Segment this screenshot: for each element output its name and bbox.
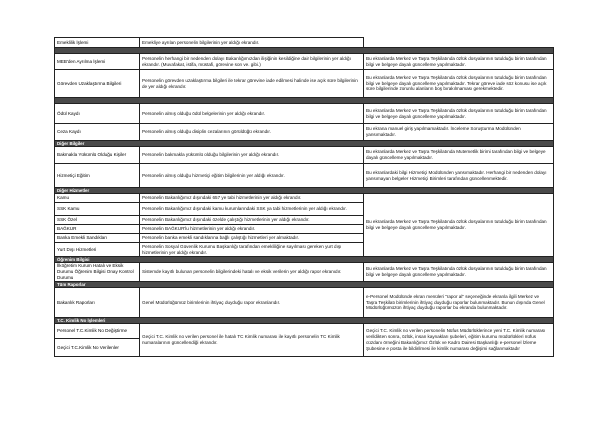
row-description: Personelin BAĞKUR'lu hizmetlerinin yer aldığı ekrandır.: [140, 225, 364, 234]
row-name: Bakmakla Yükümlü Olduğu Kişiler: [55, 147, 140, 164]
row-description: Personelin bakmakla yükümlü olduğu bilgilerinin yer aldığı ekrandır.: [140, 147, 364, 164]
table-row: [55, 38, 554, 48]
section-header-label: Öğrenim Bilgisi: [55, 257, 554, 263]
section-header-label: T.C. Kimlik No İşlemleri: [55, 318, 554, 324]
row-note: Bu ekranlarda Merkez ve Taşra Teşkilatında Mutemetlik birimi tarafından bilgi ve belgeye dayalı güncelleme yapılmaktadır.: [364, 147, 554, 164]
row-description: Personelin banka emekli sandıklarına bağlı çalıştığı hizmetleri yer almaktadır.: [140, 234, 364, 243]
row-name: Ödül Kaydı: [55, 104, 140, 124]
row-name: SSK Özel: [55, 216, 140, 225]
row-name: Hizmetiçi Eğitim: [55, 164, 140, 188]
row-name: Geçici T.C.Kimlik No Verilenler: [55, 339, 140, 357]
table-row: [55, 194, 554, 203]
row-name: SSK Kamu: [55, 203, 140, 216]
row-description: Personelin Bakanlığımız dışındaki kamu kurumlarındaki SSK ya tabi hizmetlerinin yer aldığı ekrandır.: [140, 203, 364, 216]
section-header-label: Diğer Hizmetler: [55, 188, 554, 194]
row-name: Yurt Dışı Hizmetleri: [55, 243, 140, 257]
section-header-label: Diğer Bilgiler: [55, 141, 554, 147]
row-description: Personelin herhangi bir nedenden dolayı Bakanlığımızdan ilişiğinin kesildiğine dair bilgilerinin yer aldığı ekrandır. (Muvafakat, istifa, müstafi, görevine son ve. gibi.): [140, 54, 364, 70]
row-note: e-Personel Modülünde ekran menüleri "rapor al" seçeneğinde ekranla ilgili Merkez ve Taşra Teşkilatı birimlerinin ihtiyaç duyduğu raporlar bulunmaktadır. Bunun dışında Genel Müdürlüğümüzün ihtiyaç duyduğu raporlar bu ekranda bulunmaktadır.: [364, 288, 554, 318]
row-name: MEB'den Ayrılma İşlemi: [55, 54, 140, 70]
table-row: [55, 104, 554, 124]
row-note: Bu ekranlarda Merkez ve Taşra Teşkilatında özlük dosyalarının tutulduğu birim tarafından bilgi ve belgeye dayalı güncelleme yapılmaktadır.: [364, 194, 554, 257]
row-name: Ceza Kaydı: [55, 124, 140, 141]
row-name: BAĞKUR: [55, 225, 140, 234]
row-name: Emeklilik İşlemi: [55, 38, 140, 48]
row-description: Personelin almış olduğu disiplin cezalarının görüldüğü ekrandır.: [140, 124, 364, 141]
row-name: Personel T.C.Kimlik No Değiştirme: [55, 324, 140, 339]
row-note: Geçici T.C. Kimlik no verilen personelin Nüfus Müdürlüklerince yeni T.C. Kimlik numarası verildikten sonra, özlük, insan kaynakları şubeleri, eğitim kurumu müdürlükleri nüfus cüzdanı örneğini Bakanlığımız Özlük ve Kadro Dairesi Başkanlığı e-personel İzleme Şubesine e posta ile bildirilmesi ile kimlik numarası değişimi sağlanmaktadır: [364, 324, 554, 357]
row-note: Bu ekranlarda Merkez ve Taşra Teşkilatında özlük dosyalarının tutulduğu birim tarafından bilgi ve belgeye dayalı güncelleme yapılmaktadır.: [364, 263, 554, 282]
screen-descriptions-table: [54, 37, 554, 357]
table-row: [55, 124, 554, 141]
row-note: [364, 38, 554, 48]
row-description: Personelin Bakanlığımız dışındaki 657 ye tabi hizmetlerinin yer aldığı ekrandır.: [140, 194, 364, 203]
row-name: Banka Emekli Sandıkları: [55, 234, 140, 243]
table-row: [55, 54, 554, 70]
table-row: [55, 147, 554, 164]
table-row: [55, 70, 554, 98]
row-name: Görevden Uzaklaştırma Bilgileri: [55, 70, 140, 98]
row-description: Personelin Sosyal Güvenlik Kurumu Başkanlığı tarafından emekliliğine sayılması gereken yurt dışı hizmetlerinin yer aldığı ekrandır.: [140, 243, 364, 257]
section-header-label: Tüm Raporlar: [55, 282, 554, 288]
row-description: Personelin Bakanlığımız dışındaki özelde çalıştığı hizmetlerinin yer aldığı ekrandır.: [140, 216, 364, 225]
table-row: [55, 164, 554, 188]
row-name: Kamu: [55, 194, 140, 203]
row-description: Personelin almış olduğu hizmetiçi eğitim bilgilerinin yer aldığı ekrandır.: [140, 164, 364, 188]
table-row: [55, 263, 554, 282]
row-note: Bu ekranlarda Merkez ve Taşra Teşkilatında özlük dosyalarının tutulduğu birim tarafından bilgi ve belgeye dayalı güncelleme yapılmaktadır.: [364, 54, 554, 70]
row-note: Bu ekrana manuel giriş yapılmamaktadır. İnceleme Soruşturma Modülünden yansımaktadır.: [364, 124, 554, 141]
row-description: Geçici T.C. Kimlik no verilen personel ile hatalı TC Kimlik numarası ile kayıtlı personelin TC Kimlik numaralarının güncellendiği ekrandır.: [140, 324, 364, 357]
row-name: Bakanlık Raporları: [55, 288, 140, 318]
row-description: Personelin görevden uzaklaştırma bilgileri ile tekrar görevine iade edilmesi halinde ise açık süre bilgilerinin de yer aldığı ekrandır.: [140, 70, 364, 98]
row-note: Bu ekranlardaki bilgi Hizmetiçi Modülünden yansımaktadır. Herhangi bir nedenden dolayı yansımayan belgeler Hizmetiçi Birimleri tarafından güncellenmektedir.: [364, 164, 554, 188]
row-description: Sistemde kayıtlı bulunan personelin bilgilerindeki hatalı ve eksik verilerin yer aldığı rapor ekranıdır.: [140, 263, 364, 282]
table-row: [55, 324, 554, 339]
row-description: Personelin almış olduğu ödül belgelerinin yer aldığı ekrandır.: [140, 104, 364, 124]
row-note: Bu ekranlarda Merkez ve Taşra Teşkilatında özlük dosyalarının tutulduğu birim tarafından bilgi ve belgeye dayalı güncelleme yapılmaktadır. Tekrar göreve iade söz konusu ise açık süre bilgilerinde zorunlu alanların boş bırakılmaması gerekmektedir.: [364, 70, 554, 98]
row-note: Bu ekranlarda Merkez ve Taşra Teşkilatında özlük dosyalarının tutulduğu birim tarafından bilgi ve belgeye dayalı güncelleme yapılmaktadır.: [364, 104, 554, 124]
row-description: Emekliye ayrılan personelin bilgilerinin yer aldığı ekrandır.: [140, 38, 364, 48]
row-description: Genel Müdürlüğümüz birimlerinin ihtiyaç duyduğu rapor ekranlarıdır.: [140, 288, 364, 318]
table-row: [55, 288, 554, 318]
row-name: İlköğretim Kurum Hatalı ve Eksik Durumu Öğrenim Bilgisi Onay Kontrol Durumu: [55, 263, 140, 282]
